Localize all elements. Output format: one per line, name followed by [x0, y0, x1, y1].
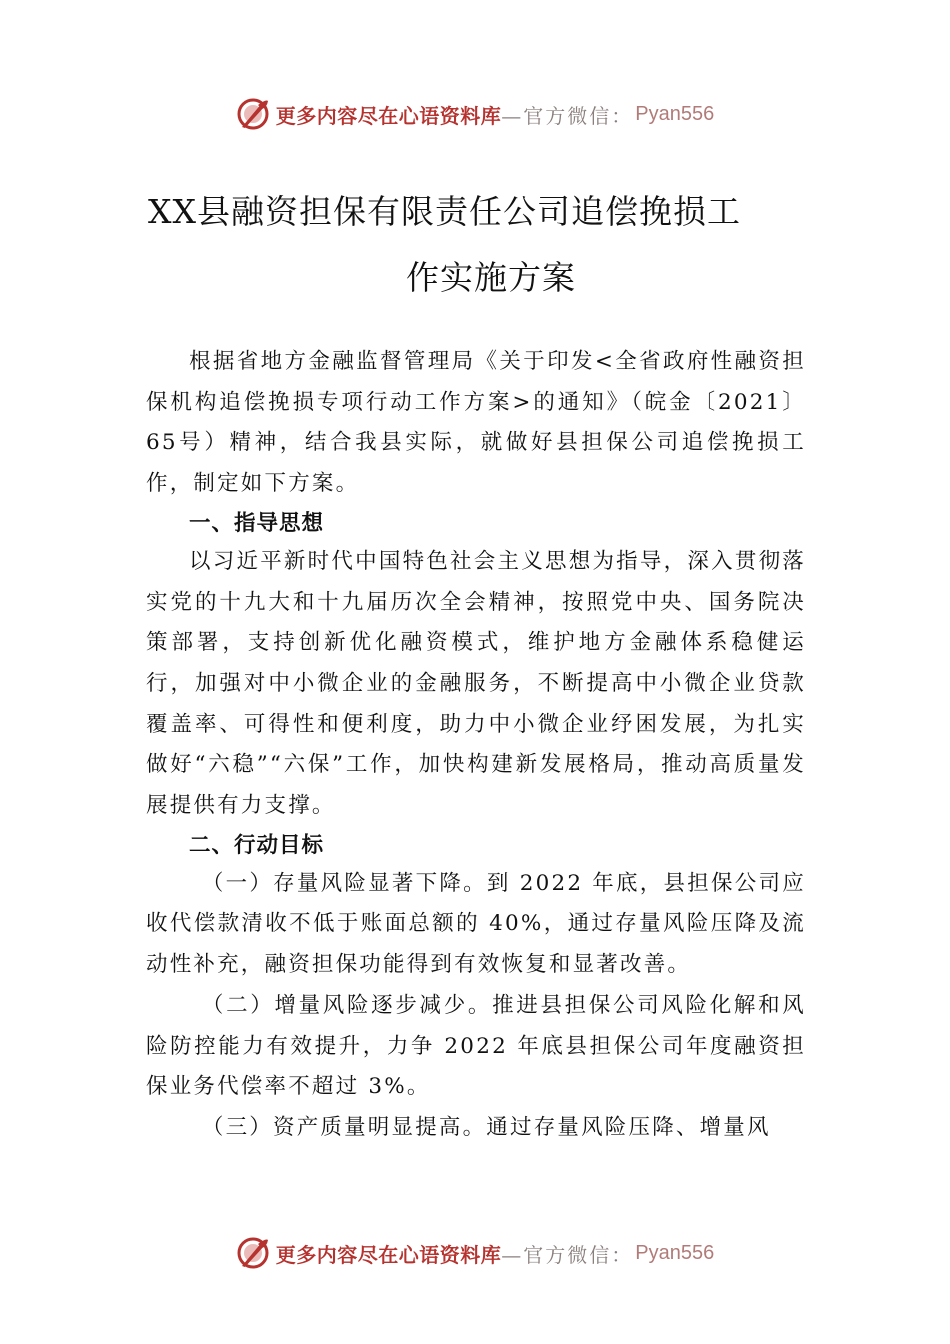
section-heading-guiding-ideology: 一、指导思想	[189, 510, 325, 536]
watermark-banner-bottom	[0, 1231, 950, 1275]
watermark-wechat-id: Pyan556	[635, 102, 715, 125]
watermark-red-text: 更多内容尽在心语资料库	[275, 1242, 502, 1267]
goal-paragraph-3: （三）资产质量明显提高。通过存量风险压降、增量风	[201, 1114, 771, 1140]
quill-seal-icon	[236, 1236, 270, 1270]
guiding-ideology-paragraph: 以习近平新时代中国特色社会主义思想为指导，深入贯彻落实党的十九大和十九届历次全会精神，按照党中央、国务院决策部署，支持创新优化融资模式，维护地方金融体系稳健运行，加强对中小微企业的金融服务，不断提高中小微企业贷款覆盖率、可得性和便利度，助力中小微企业纾困发展，为扎实做好“六稳”“六保”工作，加快构建新发展格局，推动高质量发展提供有力支撑。	[146, 548, 806, 819]
quill-seal-icon	[236, 97, 270, 131]
watermark-red-text: 更多内容尽在心语资料库	[275, 103, 502, 128]
watermark-wechat-id: Pyan556	[635, 1241, 715, 1264]
section-heading-action-goals: 二、行动目标	[189, 832, 325, 858]
watermark-grey-text: —官方微信：	[501, 1242, 634, 1267]
watermark-banner-top	[0, 92, 950, 136]
goal-paragraph-1: （一）存量风险显著下降。到 2022 年底，县担保公司应收代偿款清收不低于账面总额的 40%，通过存量风险压降及流动性补充，融资担保功能得到有效恢复和显著改善。	[146, 870, 806, 978]
document-title-line-1: XX县融资担保有限责任公司追偿挽损工	[148, 192, 741, 231]
intro-paragraph: 根据省地方金融监督管理局《关于印发<全省政府性融资担保机构追偿挽损专项行动工作方案>的通知》（皖金〔2021〕65号）精神，结合我县实际，就做好县担保公司追偿挽损工作，制定如下方案。	[146, 349, 806, 497]
document-body	[146, 342, 806, 1149]
goal-paragraph-2: （二）增量风险逐步减少。推进县担保公司风险化解和风险防控能力有效提升，力争 2022 年底县担保公司年度融资担保业务代偿率不超过 3%。	[146, 992, 806, 1100]
document-title-line-2: 作实施方案	[406, 258, 576, 297]
watermark-grey-text: —官方微信：	[501, 103, 634, 128]
